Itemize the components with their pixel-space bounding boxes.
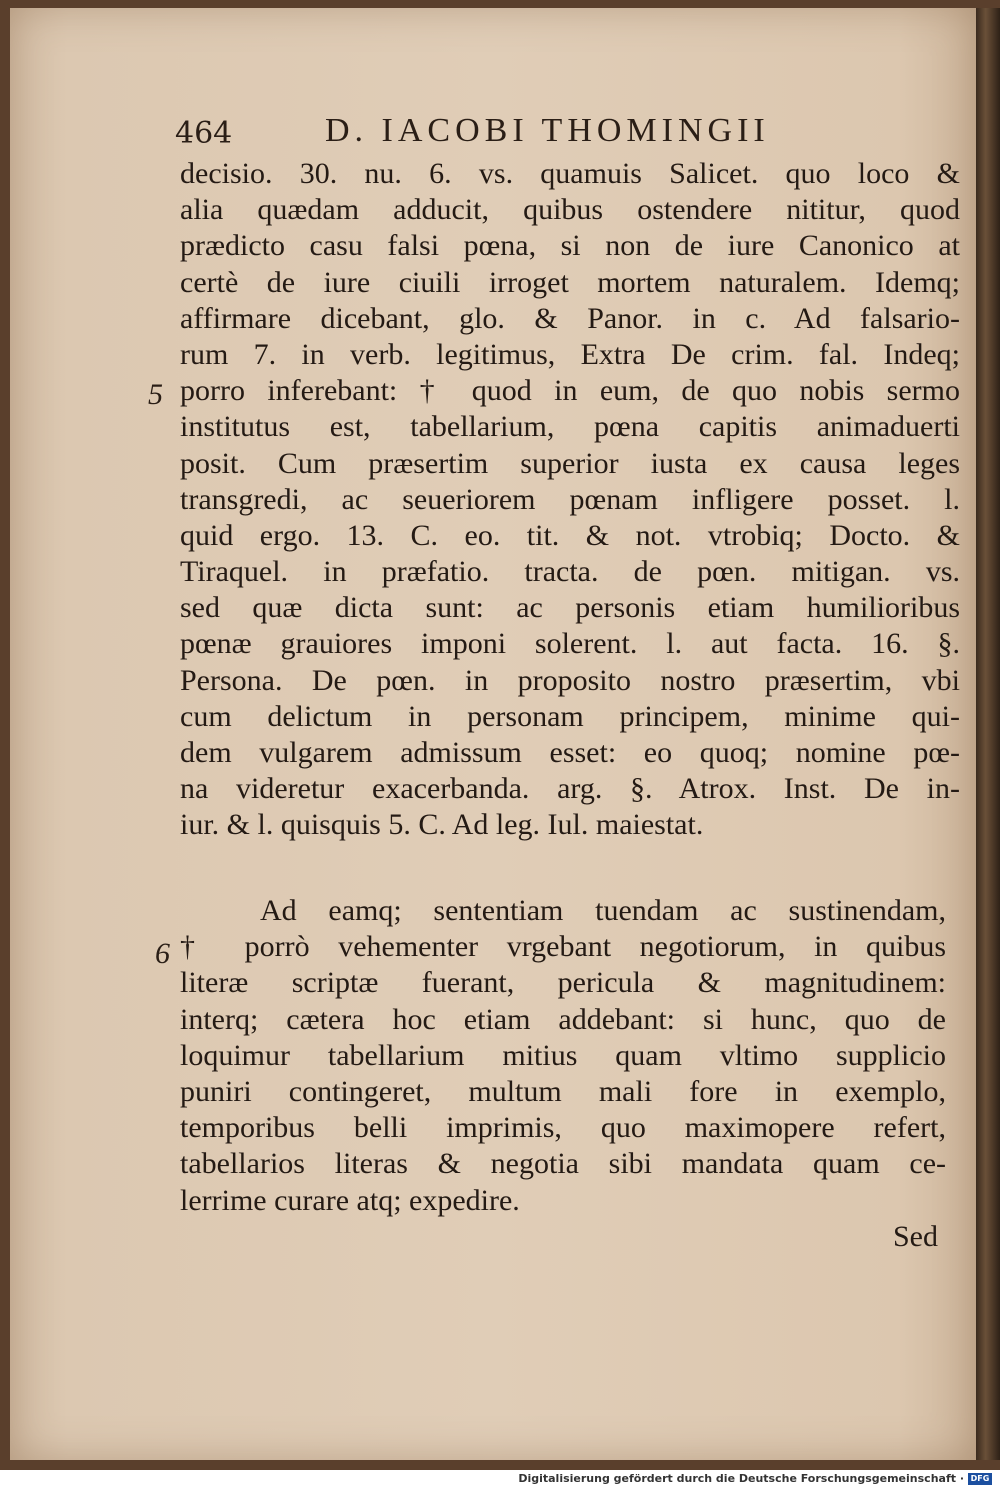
text-line: affirmare dicebant, glo. & Panor. in c. Ad falsario-: [180, 301, 960, 335]
text-line: lerrime curare atq; expedire.: [180, 1183, 520, 1217]
text-line: prædicto casu falsi pœna, si non de iure Canonico at: [180, 229, 960, 263]
text-line: literæ scriptæ fuerant, pericula & magnitudinem:: [180, 966, 946, 1000]
paragraph-2: [180, 893, 946, 1219]
text-line: sed quæ dicta sunt: ac personis etiam humilioribus: [180, 591, 960, 625]
text-line: decisio. 30. nu. 6. vs. quamuis Salicet. quo loco &: [180, 157, 960, 190]
text-line: loquimur tabellarium mitius quam vltimo supplicio: [180, 1038, 946, 1072]
marginal-number: 6: [155, 937, 170, 970]
page-header: [175, 112, 955, 156]
running-title: D. IACOBI THOMINGII: [325, 112, 770, 149]
text-line: rum 7. in verb. legitimus, Extra De crim. fal. Indeq;: [180, 337, 960, 371]
text-line: Ad eamq; sententiam tuendam ac sustinendam,: [260, 894, 946, 927]
text-line: iur. & l. quisquis 5. C. Ad leg. Iul. maiestat.: [180, 808, 704, 842]
text-line: institutus est, tabellarium, pœna capitis animaduerti: [180, 410, 960, 444]
dfg-credit: Digitalisierung gefördert durch die Deutsche Forschungsgemeinschaft ·: [518, 1472, 964, 1485]
catchword: Sed: [893, 1220, 938, 1253]
text-line: puniri contingeret, multum mali fore in exemplo,: [180, 1074, 946, 1108]
page-number: 464: [175, 116, 233, 151]
text-line: temporibus belli imprimis, quo maximopere refert,: [180, 1111, 946, 1145]
text-line: posit. Cum præsertim superior iusta ex causa leges: [180, 446, 960, 480]
text-line: alia quædam adducit, quibus ostendere nititur, quod: [180, 193, 960, 227]
marginal-number: 5: [148, 378, 163, 411]
text-line: tabellarios literas & negotia sibi mandata quam ce-: [180, 1147, 946, 1181]
text-line: pœnæ grauiores imponi solerent. l. aut facta. 16. §.: [180, 627, 960, 661]
text-line: transgredi, ac seueriorem pœnam infligere posset. l.: [180, 482, 960, 516]
text-line: Tiraquel. in præfatio. tracta. de pœn. mitigan. vs.: [180, 555, 960, 589]
page-edge: [976, 8, 1000, 1460]
text-line: na videretur exacerbanda. arg. §. Atrox. Inst. De in-: [180, 772, 960, 806]
text-line: † porrò vehementer vrgebant negotiorum, in quibus: [180, 930, 946, 964]
text-line: porro inferebant: † quod in eum, de quo nobis sermo: [180, 374, 960, 408]
text-line: Persona. De pœn. in proposito nostro præsertim, vbi: [180, 663, 960, 697]
text-line: cum delictum in personam principem, minime qui-: [180, 699, 960, 733]
paragraph-1: [180, 156, 960, 844]
text-line: quid ergo. 13. C. eo. tit. & not. vtrobiq; Docto. &: [180, 518, 960, 552]
text-line: certè de iure ciuili irroget mortem naturalem. Idemq;: [180, 265, 960, 299]
text-line: interq; cætera hoc etiam addebant: si hunc, quo de: [180, 1002, 946, 1036]
footer-bar: [0, 1470, 1000, 1489]
text-line: dem vulgarem admissum esset: eo quoq; nomine pœ-: [180, 736, 960, 769]
dfg-logo-icon: DFG: [968, 1473, 992, 1485]
